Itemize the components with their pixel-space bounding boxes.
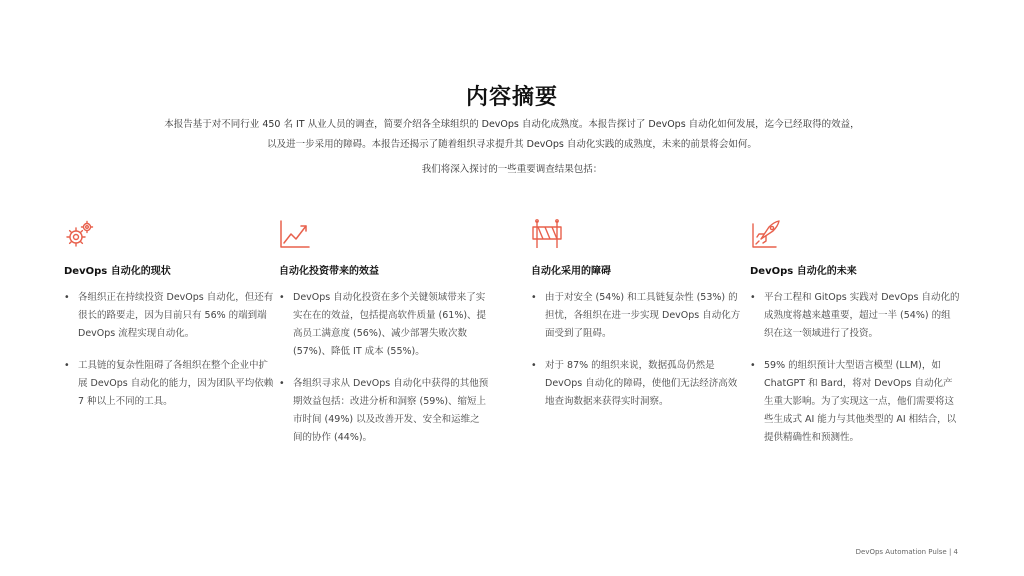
list-item: • 各组织寻求从 DevOps 自动化中获得的其他预期效益包括：改进分析和洞察 (59%)、缩短上市时间 (49%) 以及改善开发、安全和运维之间的协作 (44%)。: [279, 375, 489, 447]
bullet-list: [64, 289, 274, 411]
finding-column-future: [750, 218, 960, 461]
rocket-icon: [750, 218, 782, 250]
finding-column-state: [64, 218, 274, 425]
intro-line-1: 本报告基于对不同行业 450 名 IT 从业人员的调查，简要介绍各全球组织的 DevOps 自动化成熟度。本报告探讨了 DevOps 自动化如何发展，迄今已经取得的效益，: [164, 119, 860, 130]
list-item: • 工具链的复杂性阻碍了各组织在整个企业中扩展 DevOps 自动化的能力，因为团队平均依赖 7 种以上不同的工具。: [64, 357, 274, 411]
column-heading: DevOps 自动化的未来: [750, 266, 857, 277]
column-heading: 自动化采用的障碍: [531, 266, 611, 277]
page-title: 内容摘要: [465, 85, 558, 110]
finding-column-barriers: [531, 218, 741, 425]
column-heading: 自动化投资带来的效益: [279, 266, 379, 277]
gears-icon: [64, 218, 96, 250]
findings-lead: 我们将深入探讨的一些重要调查结果包括：: [421, 164, 603, 175]
list-item: • 59% 的组织预计大型语言模型 (LLM)，如 ChatGPT 和 Bard，将对 DevOps 自动化产生重大影响。为了实现这一点，他们需要将这些生成式 AI 能力与其他类型的 AI 相结合，以提供精确性和预测性。: [750, 357, 960, 447]
trend-line-icon: [279, 218, 311, 250]
barrier-icon: [531, 218, 563, 250]
list-item: • 各组织正在持续投资 DevOps 自动化，但还有很长的路要走，因为目前只有 56% 的端到端 DevOps 流程实现自动化。: [64, 289, 274, 343]
list-item: • 由于对安全 (54%) 和工具链复杂性 (53%) 的担忧，各组织在进一步实现 DevOps 自动化方面受到了阻碍。: [531, 289, 741, 343]
bullet-list: [531, 289, 741, 411]
finding-column-benefits: [279, 218, 489, 461]
intro-line-2: 以及进一步采用的障碍。本报告还揭示了随着组织寻求提升其 DevOps 自动化实践的成熟度，未来的前景将会如何。: [267, 139, 757, 150]
bullet-list: [279, 289, 489, 447]
column-heading: DevOps 自动化的现状: [64, 266, 171, 277]
list-item: • DevOps 自动化投资在多个关键领域带来了实实在在的效益，包括提高软件质量 (61%)、提高员工满意度 (56%)、减少部署失败次数 (57%)、降低 IT 成本 (55%)。: [279, 289, 489, 361]
intro-paragraph: [160, 115, 864, 155]
bullet-list: [750, 289, 960, 447]
list-item: • 平台工程和 GitOps 实践对 DevOps 自动化的成熟度将越来越重要，超过一半 (54%) 的组织在这一领域进行了投资。: [750, 289, 960, 343]
list-item: • 对于 87% 的组织来说，数据孤岛仍然是 DevOps 自动化的障碍，使他们无法经济高效地查询数据来获得实时洞察。: [531, 357, 741, 411]
page-footer: DevOps Automation Pulse | 4: [855, 548, 958, 556]
